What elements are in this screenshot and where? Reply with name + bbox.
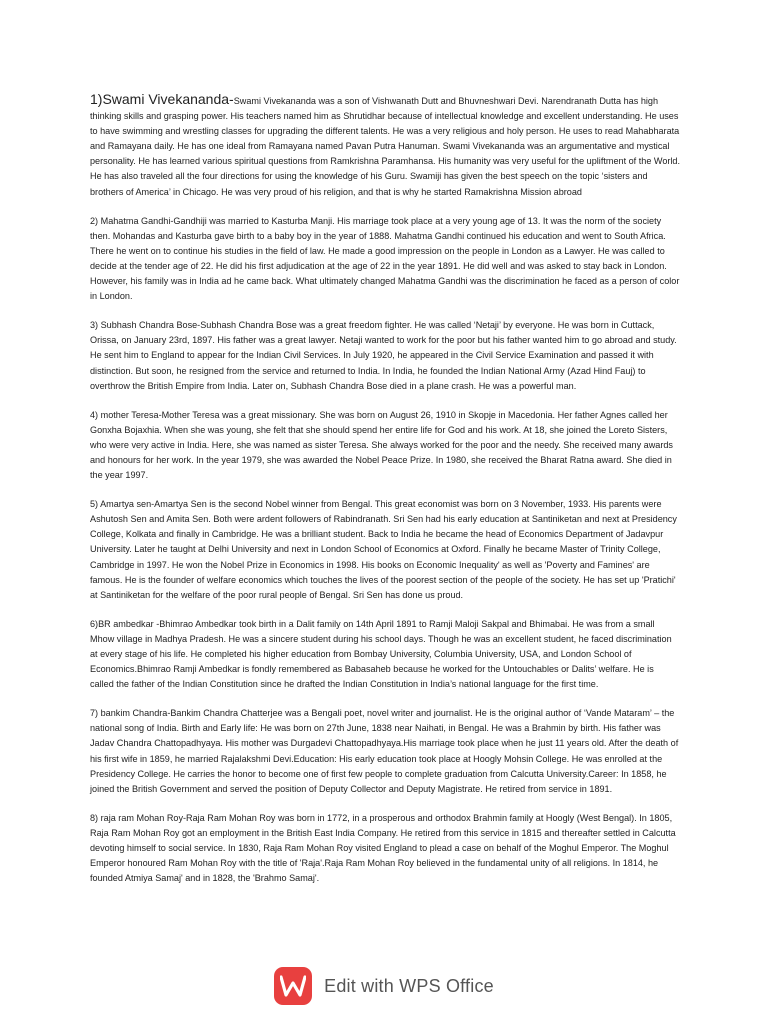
paragraph-1-text: Swami Vivekananda was a son of Vishwanath Dutt and Bhuvneshwari Devi. Narendranath Dutta has high thinking skills and grasping power. His teachers named him as Shrutidhar because of intellectual knowledge and excellent understanding. He uses to have swimming and wrestling classes for upgrading the different talents. He was a very religious and holy person. He uses to read Mahabharata and Ramayana daily. He has one ideal from Ramayana named Pavan Putra Hanuman. Swami Vivekananda was an argumentative and mystical personality. He has learned various spiritual questions from Ramkrishna Paramhansa. His humanity was very useful for the upliftment of the World. He has also traveled all the four directions for using the knowledge of his Guru. Swamiji has given the best speech on the topic ‘sisters and brothers of America’ in Chicago. He was very proud of his religion, and that is why he started Ramakrishna Mission abroad [90,96,681,197]
document-body [90,92,680,900]
paragraph-1-heading: 1)Swami Vivekananda- [90,91,234,107]
paragraph-5: 5) Amartya sen-Amartya Sen is the second Nobel winner from Bengal. This great economist was born on 3 November, 1933. His parents were Ashutosh Sen and Amita Sen. Both were ardent followers of Rabindranath. Sri Sen had his early education at Santiniketan and next at Presidency College, Kolkata and finally in Cambridge. He was a brilliant student. Back to India he became the head of Economics Department of Jadavpur University. Later he taught at Delhi University and next in London School of Economics at Oxford. Finally he became Master of Trinity College, Cambridge in 1997. He won the Nobel Prize in Economics in 1998. His books on Economic Inequality' as well as 'Poverty and Famines' are famous. He is the founder of welfare economics which touches the lives of the poorest section of the people of the society. He has set up 'Pratichi' at Santiniketan for the welfare of the poor rural people of Bengal. Sri Sen has done us proud. [90,499,677,600]
edit-with-wps-label: Edit with WPS Office [324,975,494,996]
paragraph-8: 8) raja ram Mohan Roy-Raja Ram Mohan Roy was born in 1772, in a prosperous and orthodox Brahmin family at Hoogly (West Bengal). In 1805, Raja Ram Mohan Roy got an employment in the British East India Company. He retired from this service in 1815 and thereafter settled in Calcutta devoting himself to social service. In 1830, Raja Ram Mohan Roy visited England to plead a case on behalf of the Moghul Emperor. The Moghul Emperor honoured Ram Mohan Roy with the title of 'Raja'.Raja Ram Mohan Roy believed in the fundamental unity of all religions. In 1814, he founded Atmiya Samaj' and in 1828, the 'Brahmo Samaj'. [90,812,676,884]
wps-office-logo-icon [274,967,312,1005]
paragraph-6: 6)BR ambedkar -Bhimrao Ambedkar took birth in a Dalit family on 14th April 1891 to Ramji Maloji Sakpal and Bhimabai. He was from a small Mhow village in Madhya Pradesh. He was a sincere student during his school days. Though he was an excellent student, he faced discrimination at every stage of his life. He completed his higher education from Bombay University, Columbia University, USA, and London School of Economics.Bhimrao Ramji Ambedkar is fondly remembered as Babasaheb because he worked for the Untouchables or Dalits’ welfare. He is called the father of the Indian Constitution since he drafted the Indian Constitution in India’s national language for the first time. [90,618,672,690]
wps-logo-glyph [280,975,306,997]
edit-with-wps-banner[interactable] [0,962,768,1010]
paragraph-3: 3) Subhash Chandra Bose-Subhash Chandra Bose was a great freedom fighter. He was called ‘Netaji’ by everyone. He was born in Cuttack, Orissa, on January 23rd, 1897. His father was a great lawyer. Netaji wanted to work for the poor but his father wanted him to go abroad and study. He sent him to England to appear for the Indian Civil Services. In July 1920, he appeared in the Civil Service Examination and passed it with distinction. But soon, he resigned from the service and returned to India. In India, he founded the Indian National Army (Azad Hind Fauj) to overthrow the British Empire from India. Later on, Subhash Chandra Bose died in a plane crash. He was a powerful man. [90,320,677,391]
paragraph-7: 7) bankim Chandra-Bankim Chandra Chatterjee was a Bengali poet, novel writer and journalist. He is the original author of ‘Vande Mataram’ – the national song of India. Birth and Early life: He was born on 27th June, 1838 near Naihati, in Bengal. He was a Brahmin by birth. His father was Jadav Chandra Chattopadhyaya. His mother was Durgadevi Chattopadhyaya.His marriage took place when he just 11 years old. After the death of his first wife in 1859, he married Rajalakshmi Devi.Education: His early education took place at Hoogly Mohsin College. He was enrolled at the Presidency College. He carries the honor to become one of first few people to complete graduation from Calcutta University.Career: In 1858, he joined the British Government and served the position of Deputy Collector and Deputy Magistrate. He retired from service in 1891. [90,708,679,794]
paragraph-4: 4) mother Teresa-Mother Teresa was a great missionary. She was born on August 26, 1910 in Skopje in Macedonia. Her father Agnes called her Gonxha Bojaxhia. When she was young, she felt that she should spend her entire life for God and his work. At 18, she joined the Loreto Sisters, who were very active in India. Here, she was named as sister Teresa. She always worked for the poor and the needy. She received many awards and honours for her work. In the year 1979, she was awarded the Nobel Peace Prize. In 1980, she received the Bharat Ratna award. She died in the year 1997. [90,409,673,481]
paragraph-1 [90,92,680,200]
paragraph-2: 2) Mahatma Gandhi-Gandhiji was married to Kasturba Manji. His marriage took place at a very young age of 13. It was the norm of the society then. Mohandas and Kasturba gave birth to a baby boy in the year of 1888. Mahatma Gandhi continued his education and went to South Africa. There he went on to continue his studies in the field of law. He made a good impression on the people in London as a Lawyer. He was called to decide at the tender age of 22. He did his first adjudication at the age of 22 in the year 1891. He did well and was asked to stay back in London. However, his family was in India ad he came back. What ultimately changed Mahatma Gandhi was the discrimination he faced as a person of color in London. [90,215,680,302]
